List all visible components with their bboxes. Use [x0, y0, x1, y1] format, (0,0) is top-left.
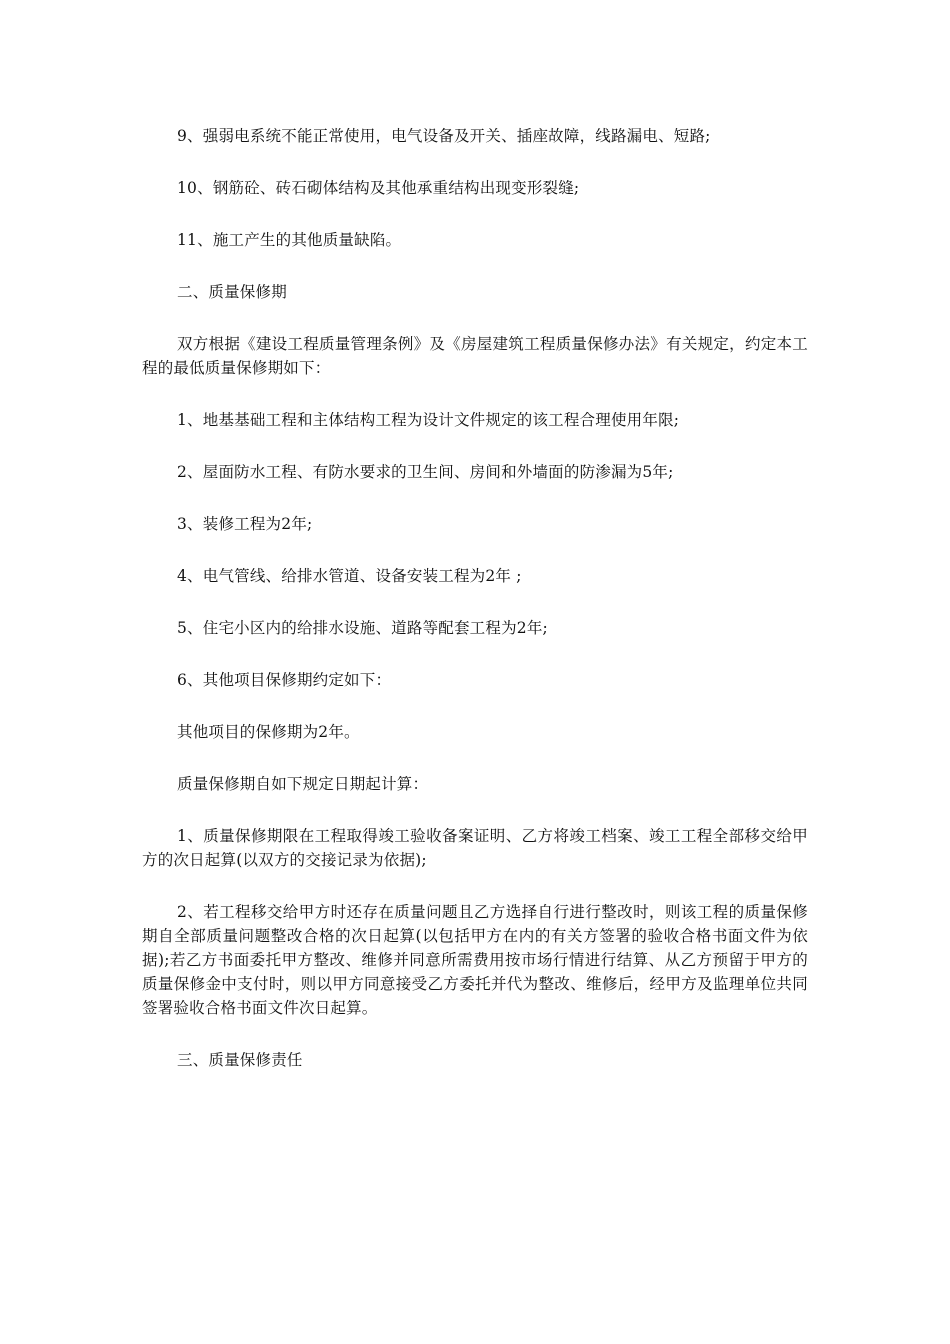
- paragraph-item-11: 11、施工产生的其他质量缺陷。: [177, 231, 402, 249]
- paragraph-item-10: 10、钢筋砼、砖石砌体结构及其他承重结构出现变形裂缝;: [177, 179, 580, 197]
- paragraph-period-2: 2、屋面防水工程、有防水要求的卫生间、房间和外墙面的防渗漏为5年;: [177, 463, 674, 481]
- paragraph-start-date-1: 1、质量保修期限在工程取得竣工验收备案证明、乙方将竣工档案、竣工工程全部移交给甲方的次日起算(以双方的交接记录为依据);: [142, 827, 808, 869]
- paragraph-warranty-intro: 双方根据《建设工程质量管理条例》及《房屋建筑工程质量保修办法》有关规定，约定本工程的最低质量保修期如下：: [142, 335, 808, 377]
- paragraph-start-date-intro: 质量保修期自如下规定日期起计算：: [177, 775, 429, 793]
- paragraph-period-3: 3、装修工程为2年;: [177, 515, 313, 533]
- paragraph-period-5: 5、住宅小区内的给排水设施、道路等配套工程为2年;: [177, 619, 548, 637]
- document-body: [142, 124, 808, 1100]
- paragraph-period-4: 4、电气管线、给排水管道、设备安装工程为2年 ;: [177, 567, 522, 585]
- paragraph-start-date-2: 2、若工程移交给甲方时还存在质量问题且乙方选择自行进行整改时，则该工程的质量保修期自全部质量问题整改合格的次日起算(以包括甲方在内的有关方签署的验收合格书面文件为依据);若乙方书面委托甲方整改、维修并同意所需费用按市场行情进行结算、从乙方预留于甲方的质量保修金中支付时，则以甲方同意接受乙方委托并代为整改、维修后，经甲方及监理单位共同签署验收合格书面文件次日起算。: [142, 903, 808, 1017]
- paragraph-other-items: 其他项目的保修期为2年。: [177, 723, 360, 741]
- paragraph-period-1: 1、地基基础工程和主体结构工程为设计文件规定的该工程合理使用年限;: [177, 411, 680, 429]
- section-heading-warranty-responsibility: 三、质量保修责任: [177, 1051, 303, 1069]
- paragraph-period-6: 6、其他项目保修期约定如下：: [177, 671, 392, 689]
- section-heading-warranty-period: 二、质量保修期: [177, 283, 287, 301]
- paragraph-item-9: 9、强弱电系统不能正常使用，电气设备及开关、插座故障，线路漏电、短路;: [177, 127, 711, 145]
